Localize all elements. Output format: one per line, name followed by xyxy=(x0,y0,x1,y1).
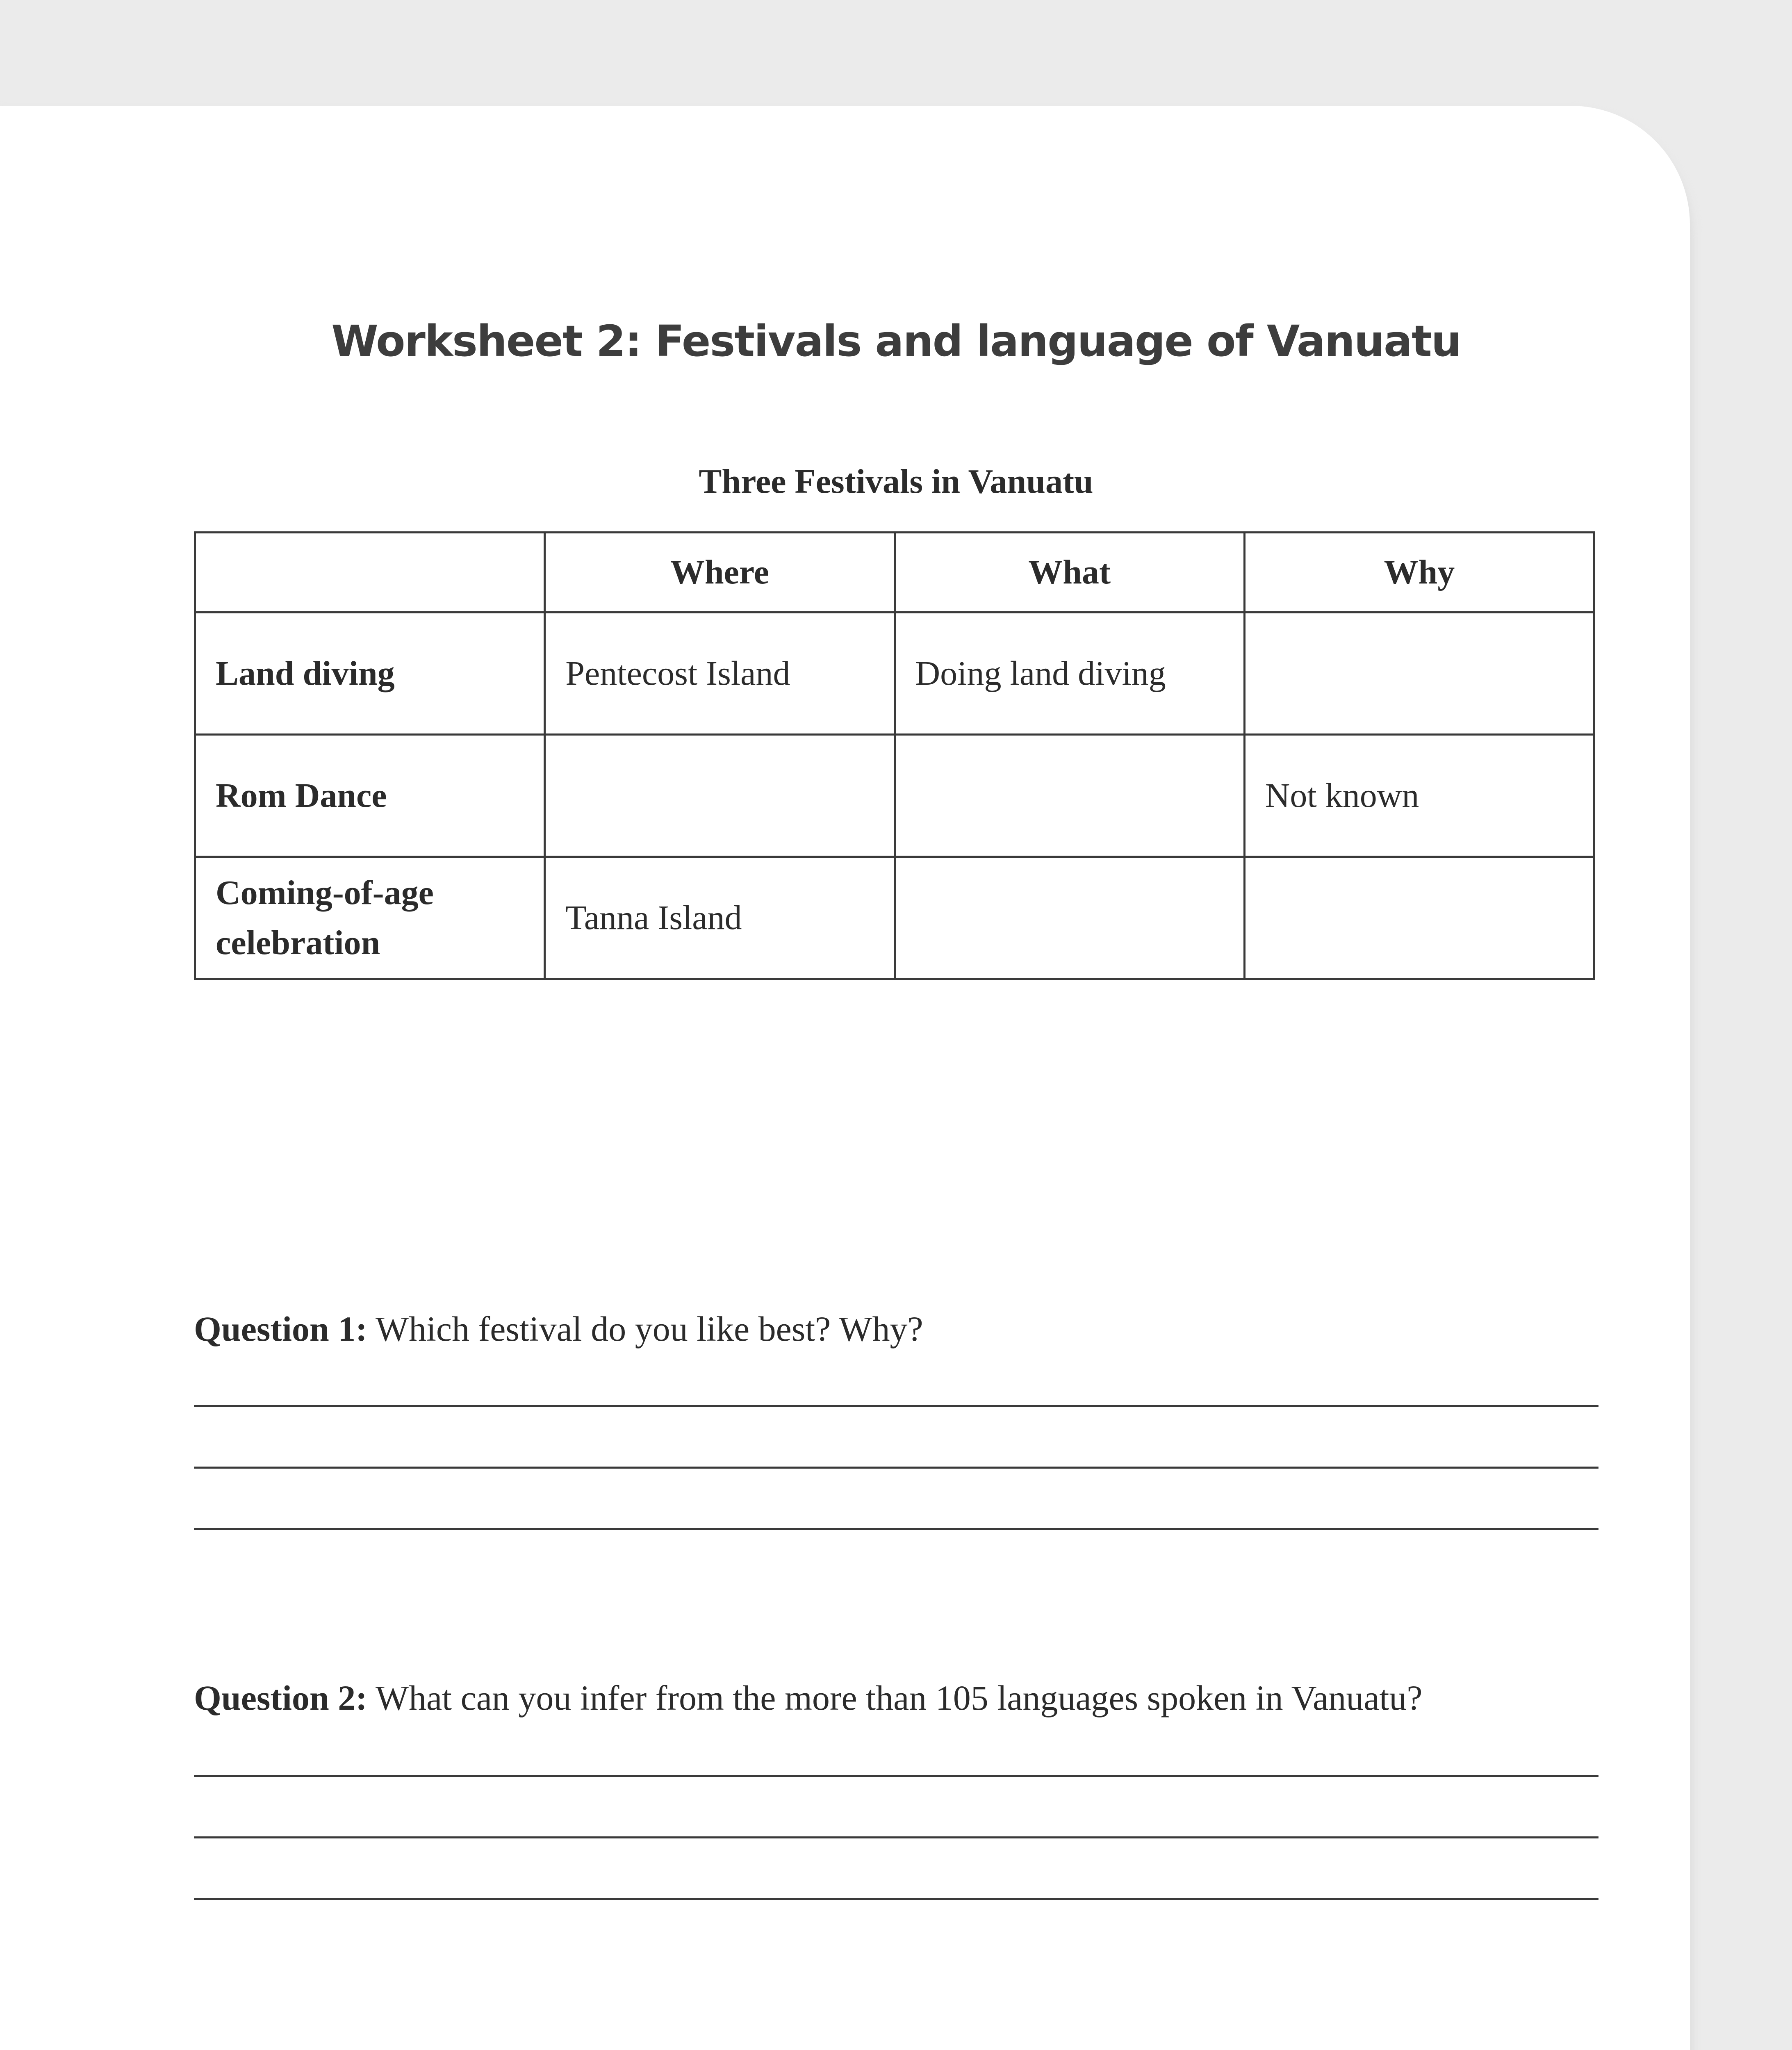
why-cell[interactable] xyxy=(1244,857,1594,979)
question-2 xyxy=(194,1677,1604,1719)
festival-name-cell: Rom Dance xyxy=(195,735,545,857)
header-where: Where xyxy=(545,533,895,613)
question-1-text: Which festival do you like best? Why? xyxy=(375,1309,923,1348)
table-row xyxy=(195,735,1594,857)
question-1-label: Question 1: xyxy=(194,1309,367,1348)
table-header-row xyxy=(195,533,1594,613)
answer-line-q1-2[interactable] xyxy=(194,1467,1598,1469)
answer-line-q2-2[interactable] xyxy=(194,1836,1598,1838)
question-1 xyxy=(194,1308,1604,1350)
why-cell[interactable] xyxy=(1244,613,1594,735)
worksheet-title: Worksheet 2: Festivals and language of Vanuatu xyxy=(331,316,1461,366)
what-cell[interactable] xyxy=(895,857,1244,979)
answer-line-q1-1[interactable] xyxy=(194,1405,1598,1407)
header-why: Why xyxy=(1244,533,1594,613)
table-caption: Three Festivals in Vanuatu xyxy=(699,462,1093,501)
header-corner-cell xyxy=(195,533,545,613)
where-cell[interactable] xyxy=(545,735,895,857)
question-2-text: What can you infer from the more than 105 languages spoken in Vanuatu? xyxy=(375,1678,1423,1717)
what-cell[interactable]: Doing land diving xyxy=(895,613,1244,735)
answer-line-q1-3[interactable] xyxy=(194,1528,1598,1530)
festival-name-cell: Land diving xyxy=(195,613,545,735)
where-cell[interactable]: Tanna Island xyxy=(545,857,895,979)
what-cell[interactable] xyxy=(895,735,1244,857)
question-2-label: Question 2: xyxy=(194,1678,367,1717)
festival-name-cell: Coming-of-age celebration xyxy=(195,857,545,979)
table-row xyxy=(195,857,1594,979)
table-row xyxy=(195,613,1594,735)
festivals-table xyxy=(194,531,1595,980)
answer-line-q2-1[interactable] xyxy=(194,1775,1598,1777)
why-cell[interactable]: Not known xyxy=(1244,735,1594,857)
answer-line-q2-3[interactable] xyxy=(194,1898,1598,1900)
header-what: What xyxy=(895,533,1244,613)
worksheet-page xyxy=(0,106,1690,2050)
where-cell[interactable]: Pentecost Island xyxy=(545,613,895,735)
